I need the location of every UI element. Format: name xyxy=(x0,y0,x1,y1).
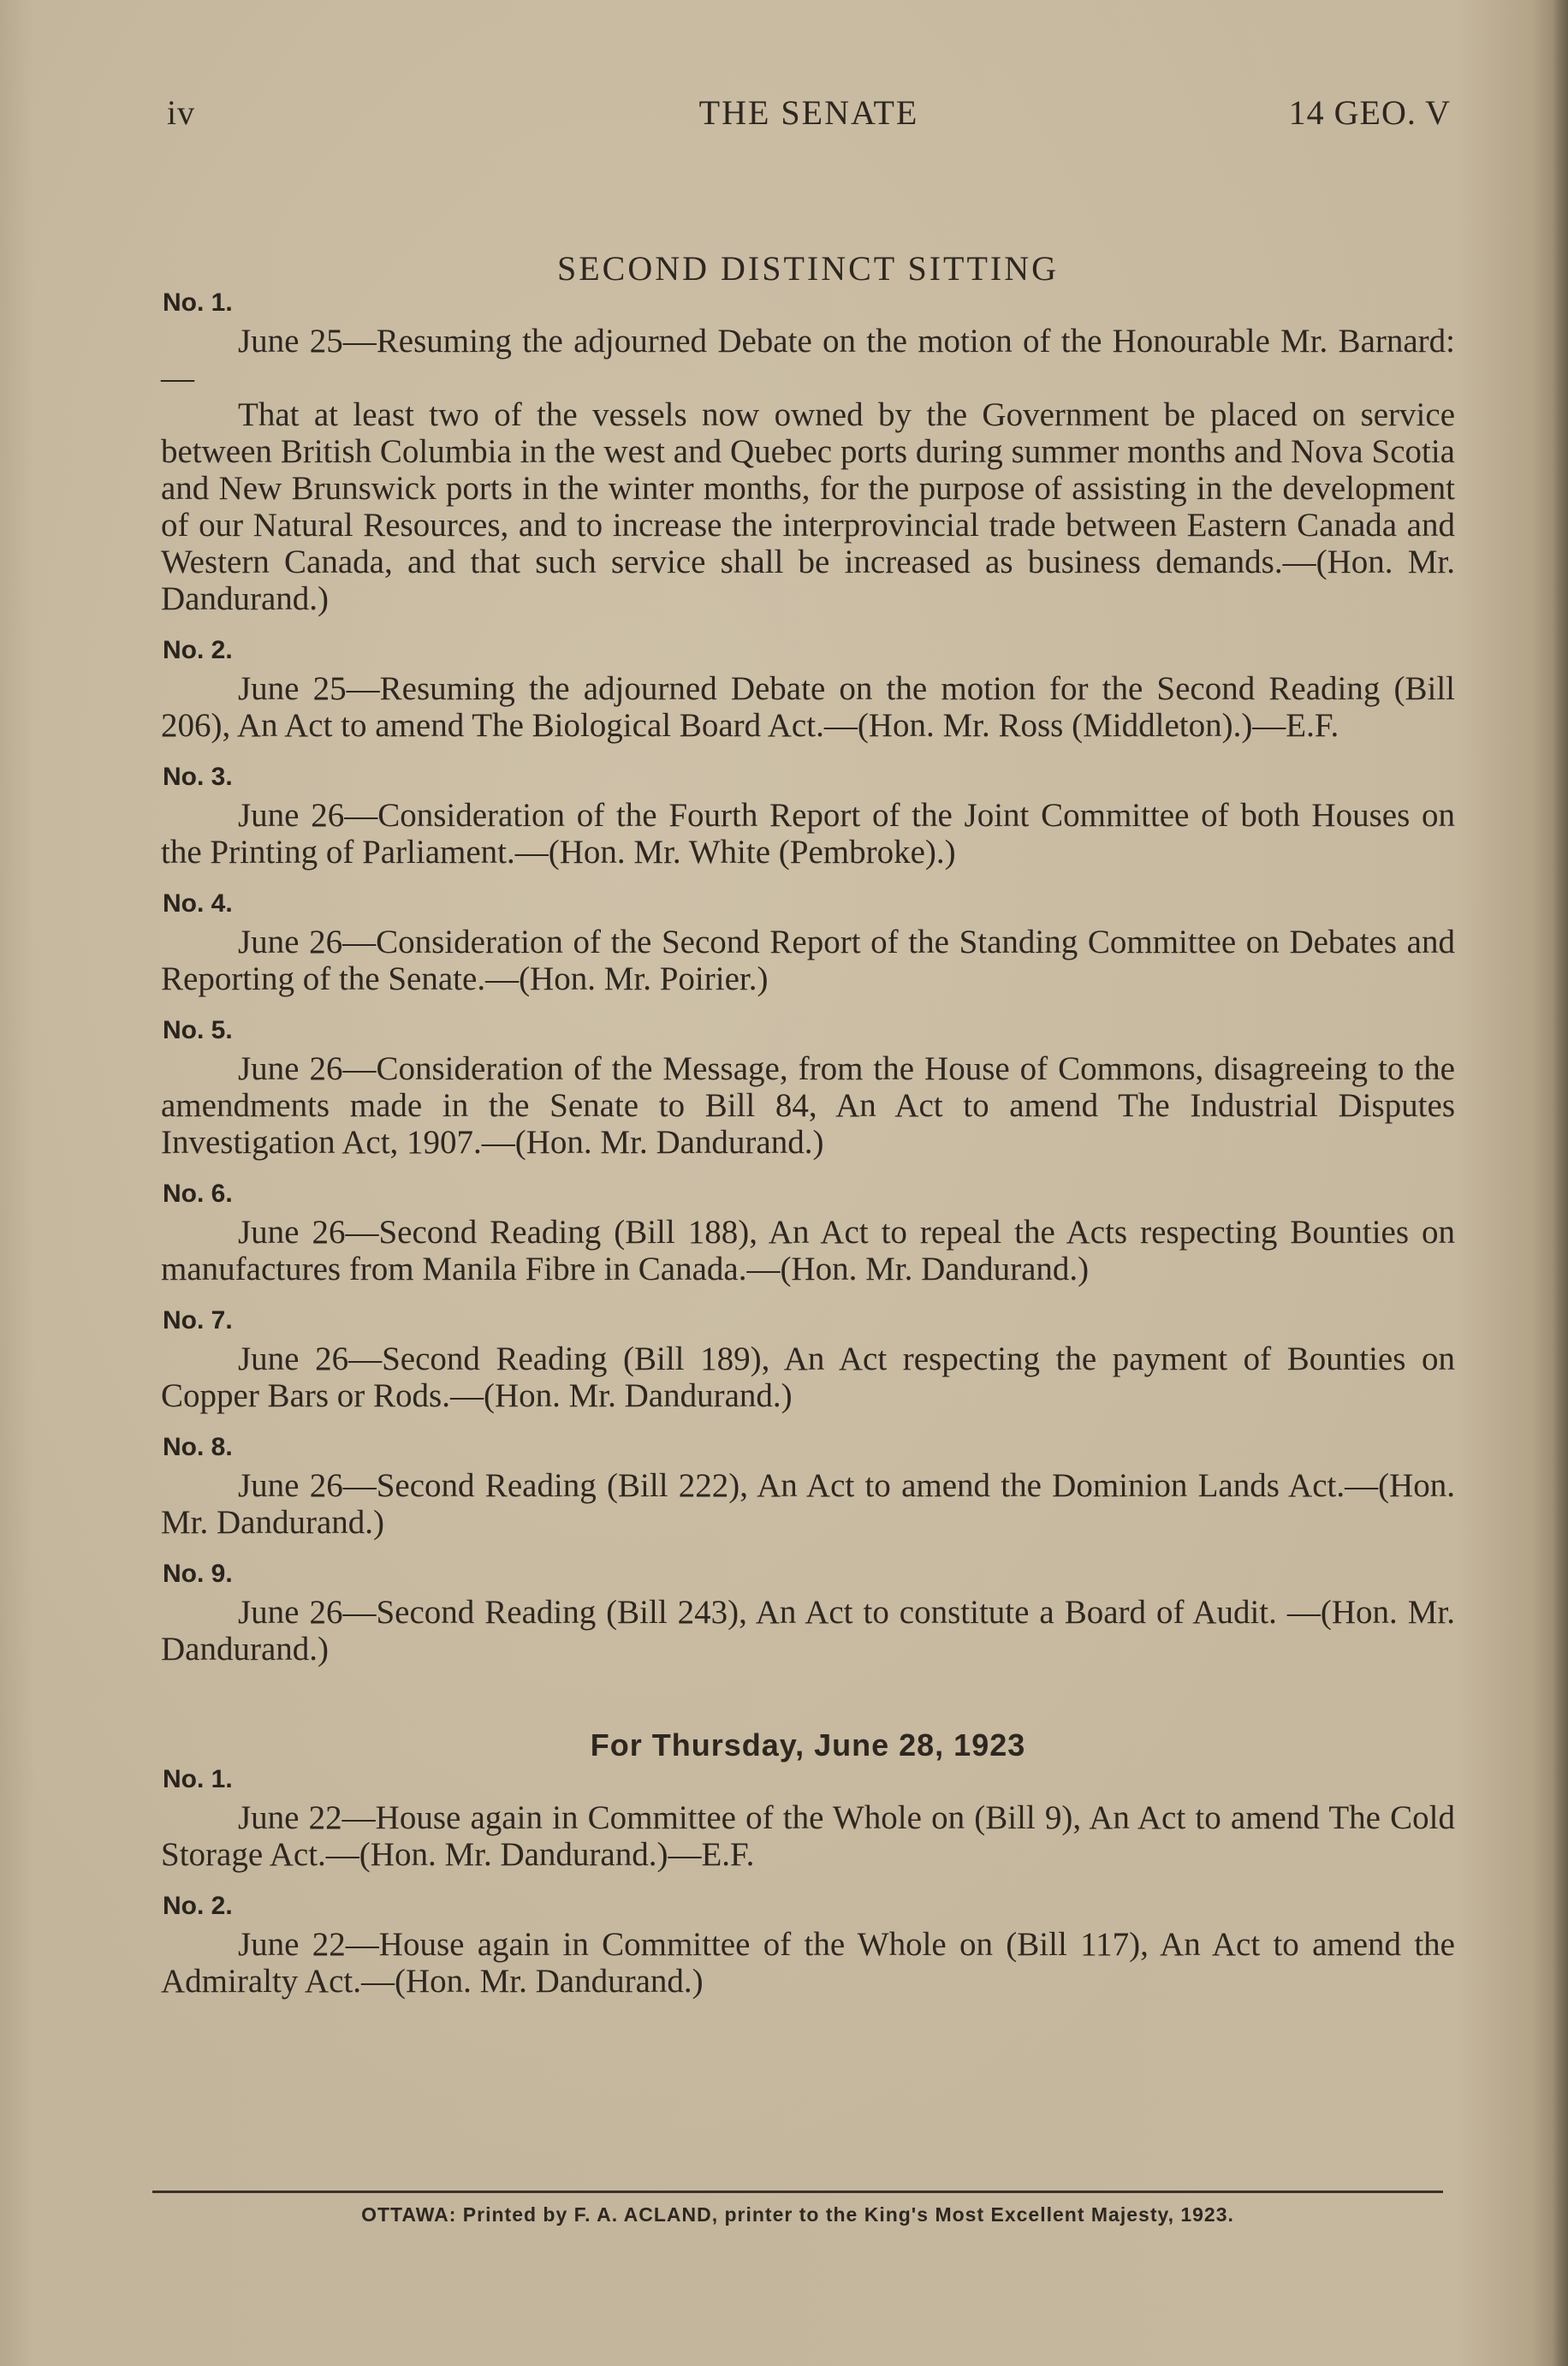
item-number: No. 1. xyxy=(163,1765,233,1793)
item-text: June 26—Consideration of the Second Report of the Standing Committee on Debates and Reporting of the Senate.—(Hon. Mr. Poirier.) xyxy=(161,924,1455,997)
section-heading: SECOND DISTINCT SITTING xyxy=(556,249,1060,288)
item-text: June 25—Resuming the adjourned Debate on the motion of the Honourable Mr. Barnard:— xyxy=(161,323,1455,396)
order-item xyxy=(161,1433,1455,1541)
item-number: No. 6. xyxy=(163,1180,233,1208)
item-text: June 26—Consideration of the Message, from the House of Commons, disagreeing to the amendments made in the Senate to Bill 84, An Act to amend The Industrial Disputes Investigation Act, 1907.—(Hon. Mr. Dandurand.) xyxy=(161,1050,1455,1161)
item-text: June 26—Second Reading (Bill 188), An Act to repeal the Acts respecting Bounties on manufactures from Manila Fibre in Canada.—(Hon. Mr. Dandurand.) xyxy=(161,1214,1455,1287)
printer-imprint: OTTAWA: Printed by F. A. ACLAND, printer to the King's Most Excellent Majesty, 1923. xyxy=(361,2203,1234,2226)
order-item xyxy=(161,288,1455,617)
item-number: No. 7. xyxy=(163,1306,233,1335)
order-item xyxy=(161,1306,1455,1414)
item-text: June 22—House again in Committee of the Whole on (Bill 9), An Act to amend The Cold Storage Act.—(Hon. Mr. Dandurand.)—E.F. xyxy=(161,1799,1455,1873)
item-number: No. 9. xyxy=(163,1560,233,1588)
item-number: No. 2. xyxy=(163,636,233,664)
running-head xyxy=(167,92,1451,144)
item-number: No. 2. xyxy=(163,1892,233,1920)
item-number: No. 5. xyxy=(163,1016,233,1044)
order-item xyxy=(161,1180,1455,1287)
item-text: June 26—Second Reading (Bill 243), An Act to constitute a Board of Audit. —(Hon. Mr. Dandurand.) xyxy=(161,1594,1455,1667)
motion-text: That at least two of the vessels now owned by the Government be placed on service between British Columbia in the west and Quebec ports during summer months and Nova Scotia and New Brunswick ports in the winter months, for the purpose of assisting in the development of our Natural Resources, and to increase the interprovincial trade between Eastern Canada and Western Canada, and that such service shall be increased as business demands.—(Hon. Mr. Dandurand.) xyxy=(161,396,1455,617)
order-item xyxy=(161,763,1455,871)
item-number: No. 3. xyxy=(163,763,233,791)
order-item xyxy=(161,1765,1455,1873)
item-number: No. 1. xyxy=(163,288,233,317)
page-number: iv xyxy=(167,93,196,132)
item-number: No. 4. xyxy=(163,889,233,918)
date-heading: For Thursday, June 28, 1923 xyxy=(590,1727,1026,1763)
item-text: June 22—House again in Committee of the Whole on (Bill 117), An Act to amend the Admiralty Act.—(Hon. Mr. Dandurand.) xyxy=(161,1926,1455,2000)
footer-rule xyxy=(152,2191,1443,2193)
page-edge-shadow xyxy=(1553,0,1568,2366)
session-label: 14 GEO. V xyxy=(1288,93,1451,132)
item-number: No. 8. xyxy=(163,1433,233,1461)
order-item xyxy=(161,1560,1455,1667)
order-item xyxy=(161,636,1455,744)
item-text: June 26—Second Reading (Bill 222), An Act to amend the Dominion Lands Act.—(Hon. Mr. Dandurand.) xyxy=(161,1467,1455,1541)
item-text: June 26—Consideration of the Fourth Report of the Joint Committee of both Houses on the Printing of Parliament.—(Hon. Mr. White (Pembroke).) xyxy=(161,797,1455,871)
item-text: June 26—Second Reading (Bill 189), An Act respecting the payment of Bounties on Copper Bars or Rods.—(Hon. Mr. Dandurand.) xyxy=(161,1341,1455,1414)
order-item xyxy=(161,1892,1455,2000)
order-paper-content xyxy=(161,248,1455,2018)
item-text: June 25—Resuming the adjourned Debate on the motion for the Second Reading (Bill 206), An Act to amend The Biological Board Act.—(Hon. Mr. Ross (Middleton).)—E.F. xyxy=(161,670,1455,744)
order-item xyxy=(161,889,1455,997)
order-item xyxy=(161,1016,1455,1161)
page-title: THE SENATE xyxy=(698,93,919,132)
